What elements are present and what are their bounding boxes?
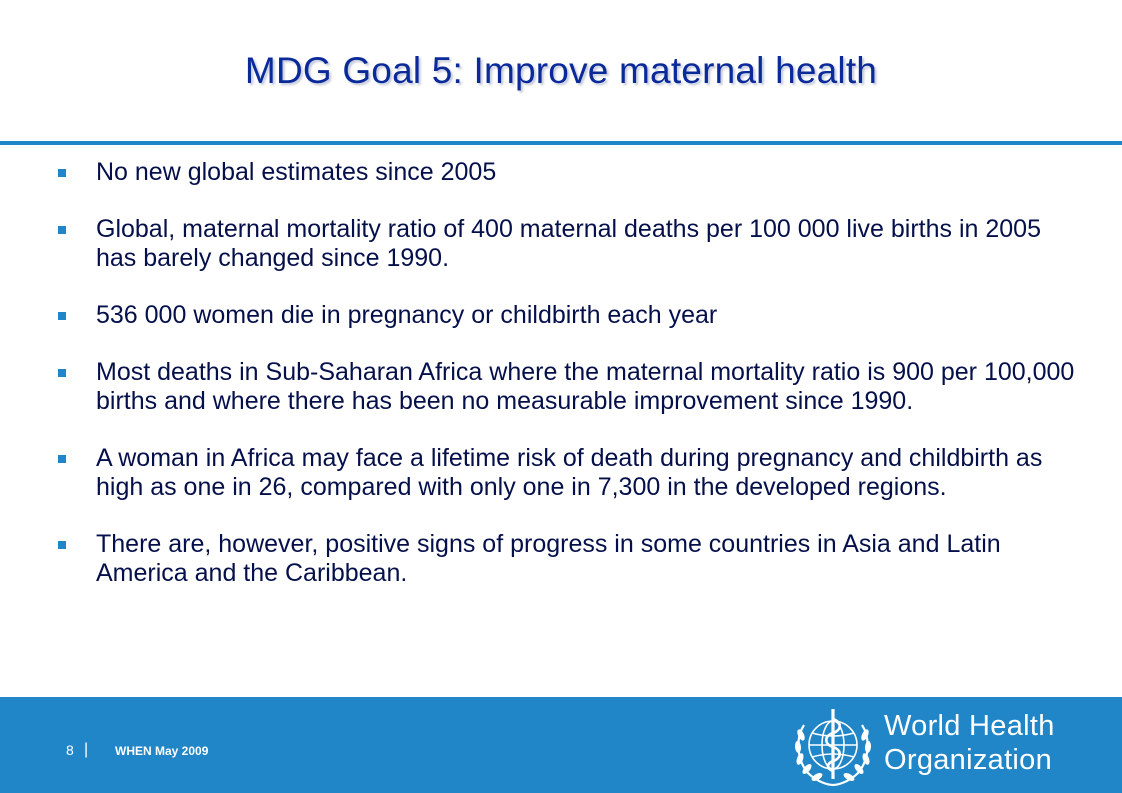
bullet-item <box>58 444 1088 502</box>
footer-bar <box>0 697 1122 793</box>
page-number: 8 <box>66 742 74 758</box>
bullet-item <box>58 530 1088 588</box>
bullet-text: Global, maternal mortality ratio of 400 maternal deaths per 100 000 live births in 2005 has barely changed since 1990. <box>96 215 1041 272</box>
bullet-text: There are, however, positive signs of progress in some countries in Asia and Latin America and the Caribbean. <box>96 530 1001 587</box>
slide-title: MDG Goal 5: Improve maternal health <box>244 50 878 91</box>
who-wordmark <box>884 709 1055 777</box>
bullet-square-icon <box>58 455 66 463</box>
bullet-item <box>58 301 1088 330</box>
who-name-line2: Organization <box>884 744 1053 776</box>
footer-separator: | <box>84 741 89 758</box>
who-name-line1: World Health <box>884 710 1055 742</box>
bullet-text: 536 000 women die in pregnancy or childbirth each year <box>96 301 718 329</box>
bullet-square-icon <box>58 226 66 234</box>
who-emblem-icon <box>790 703 876 789</box>
bullet-square-icon <box>58 369 66 377</box>
bullet-item <box>58 158 1088 187</box>
bullet-item <box>58 215 1088 273</box>
bullet-text: A woman in Africa may face a lifetime risk of death during pregnancy and childbirth as high as one in 26, compared with only one in 7,300 in the developed regions. <box>96 444 1043 501</box>
bullet-text: No new global estimates since 2005 <box>96 158 497 186</box>
bullet-square-icon <box>58 169 66 177</box>
bullet-text: Most deaths in Sub-Saharan Africa where the maternal mortality ratio is 900 per 100,000 births and where there has been no measurable improvement since 1990. <box>96 358 1075 415</box>
footer-event: WHEN May 2009 <box>115 744 209 758</box>
bullet-square-icon <box>58 312 66 320</box>
bullet-item <box>58 358 1088 416</box>
bullet-list <box>58 158 1088 616</box>
title-divider <box>0 141 1122 145</box>
bullet-square-icon <box>58 541 66 549</box>
